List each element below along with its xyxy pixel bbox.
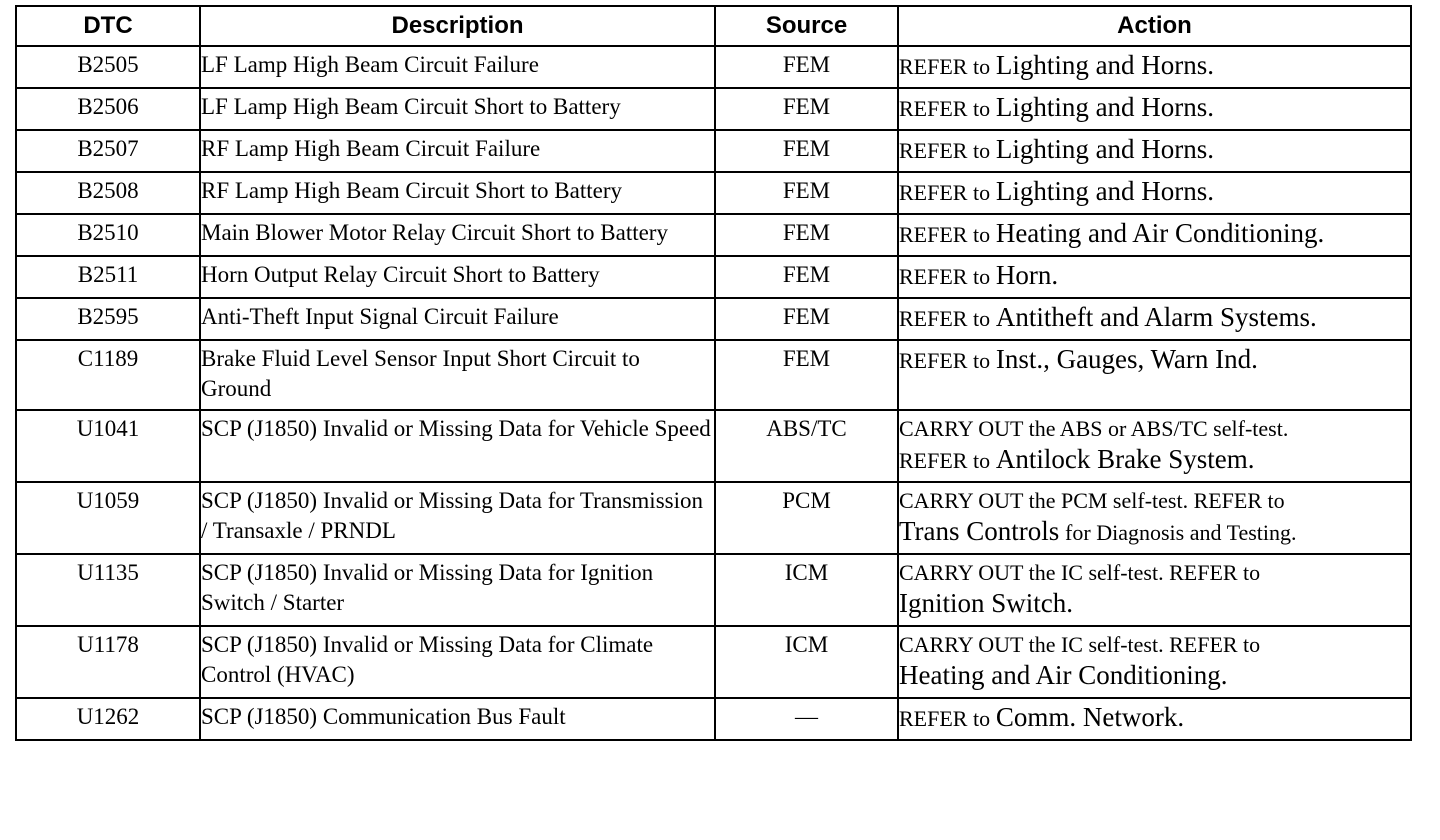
action-instruction: REFER to (899, 348, 991, 373)
action-cell (898, 410, 1411, 482)
source-cell: — (715, 698, 898, 740)
dtc-code-cell: U1059 (16, 482, 200, 554)
description-cell: SCP (J1850) Communication Bus Fault (200, 698, 715, 740)
description-cell: Horn Output Relay Circuit Short to Battery (200, 256, 715, 298)
action-cell (898, 340, 1411, 410)
table-header (16, 6, 1411, 46)
action-instruction: REFER to (899, 222, 991, 247)
source-cell: FEM (715, 340, 898, 410)
action-cell (898, 130, 1411, 172)
table-body (16, 46, 1411, 740)
dtc-code-cell: B2511 (16, 256, 200, 298)
action-cell (898, 298, 1411, 340)
dtc-code-cell: U1262 (16, 698, 200, 740)
action-instruction: REFER to (899, 96, 991, 121)
table-row (16, 214, 1411, 256)
action-instruction: REFER to (899, 264, 991, 289)
action-instruction: REFER to (899, 54, 991, 79)
action-instruction: CARRY OUT the IC self-test. REFER to (899, 560, 1261, 585)
source-cell: PCM (715, 482, 898, 554)
action-instruction: REFER to (899, 706, 991, 731)
action-instruction: CARRY OUT the IC self-test. REFER to (899, 632, 1261, 657)
source-cell: ICM (715, 626, 898, 698)
action-instruction: REFER to (899, 138, 991, 163)
header-row (16, 6, 1411, 46)
action-reference: Antilock Brake System. (995, 444, 1255, 474)
action-reference: Antitheft and Alarm Systems. (995, 302, 1317, 332)
action-line-2 (899, 444, 1410, 476)
action-line-2 (899, 660, 1410, 692)
dtc-code-cell: U1178 (16, 626, 200, 698)
action-cell (898, 698, 1411, 740)
table-row (16, 46, 1411, 88)
description-cell: SCP (J1850) Invalid or Missing Data for Transmission / Transaxle / PRNDL (200, 482, 715, 554)
table-row (16, 626, 1411, 698)
action-reference: Heating and Air Conditioning. (899, 660, 1228, 690)
header-source: Source (715, 6, 898, 46)
dtc-code-cell: B2595 (16, 298, 200, 340)
action-cell (898, 256, 1411, 298)
source-cell: FEM (715, 130, 898, 172)
dtc-code-cell: B2505 (16, 46, 200, 88)
action-line-2 (899, 516, 1410, 548)
description-cell: RF Lamp High Beam Circuit Short to Battery (200, 172, 715, 214)
source-cell: ABS/TC (715, 410, 898, 482)
action-cell (898, 88, 1411, 130)
action-instruction: for Diagnosis and Testing. (1065, 520, 1297, 545)
dtc-code-cell: B2507 (16, 130, 200, 172)
action-instruction: REFER to (899, 448, 991, 473)
action-instruction: REFER to (899, 180, 991, 205)
table-row (16, 88, 1411, 130)
action-reference: Horn. (995, 260, 1059, 290)
table-row (16, 340, 1411, 410)
table-row (16, 298, 1411, 340)
header-description: Description (200, 6, 715, 46)
action-reference: Heating and Air Conditioning. (995, 218, 1325, 248)
action-line-2 (899, 588, 1410, 620)
action-cell (898, 46, 1411, 88)
description-cell: RF Lamp High Beam Circuit Failure (200, 130, 715, 172)
action-reference: Lighting and Horns. (995, 134, 1215, 164)
table-row (16, 172, 1411, 214)
header-action: Action (898, 6, 1411, 46)
table-row (16, 130, 1411, 172)
action-reference: Inst., Gauges, Warn Ind. (995, 344, 1258, 374)
header-dtc: DTC (16, 6, 200, 46)
dtc-code-cell: B2508 (16, 172, 200, 214)
description-cell: SCP (J1850) Invalid or Missing Data for Vehicle Speed (200, 410, 715, 482)
dtc-code-cell: C1189 (16, 340, 200, 410)
action-cell (898, 554, 1411, 626)
dtc-table (15, 5, 1412, 741)
description-cell: Anti-Theft Input Signal Circuit Failure (200, 298, 715, 340)
dtc-code-cell: B2510 (16, 214, 200, 256)
action-reference: Trans Controls (899, 516, 1060, 546)
action-cell (898, 482, 1411, 554)
table-row (16, 554, 1411, 626)
action-cell (898, 626, 1411, 698)
table-row (16, 698, 1411, 740)
source-cell: FEM (715, 256, 898, 298)
table-row (16, 256, 1411, 298)
action-reference: Ignition Switch. (899, 588, 1073, 618)
dtc-code-cell: U1135 (16, 554, 200, 626)
description-cell: LF Lamp High Beam Circuit Failure (200, 46, 715, 88)
source-cell: FEM (715, 298, 898, 340)
source-cell: FEM (715, 88, 898, 130)
action-cell (898, 214, 1411, 256)
action-instruction: REFER to (899, 306, 991, 331)
description-cell: LF Lamp High Beam Circuit Short to Battery (200, 88, 715, 130)
action-instruction: CARRY OUT the ABS or ABS/TC self-test. (899, 416, 1289, 441)
source-cell: FEM (715, 172, 898, 214)
source-cell: ICM (715, 554, 898, 626)
action-reference: Lighting and Horns. (995, 176, 1215, 206)
action-cell (898, 172, 1411, 214)
action-instruction: CARRY OUT the PCM self-test. REFER to (899, 488, 1285, 513)
description-cell: SCP (J1850) Invalid or Missing Data for Climate Control (HVAC) (200, 626, 715, 698)
description-cell: Main Blower Motor Relay Circuit Short to Battery (200, 214, 715, 256)
description-cell: SCP (J1850) Invalid or Missing Data for Ignition Switch / Starter (200, 554, 715, 626)
source-cell: FEM (715, 214, 898, 256)
table-row (16, 410, 1411, 482)
description-cell: Brake Fluid Level Sensor Input Short Circuit to Ground (200, 340, 715, 410)
action-reference: Comm. Network. (995, 702, 1185, 732)
action-reference: Lighting and Horns. (995, 92, 1215, 122)
dtc-code-cell: B2506 (16, 88, 200, 130)
table-row (16, 482, 1411, 554)
action-reference: Lighting and Horns. (995, 50, 1215, 80)
source-cell: FEM (715, 46, 898, 88)
dtc-code-cell: U1041 (16, 410, 200, 482)
